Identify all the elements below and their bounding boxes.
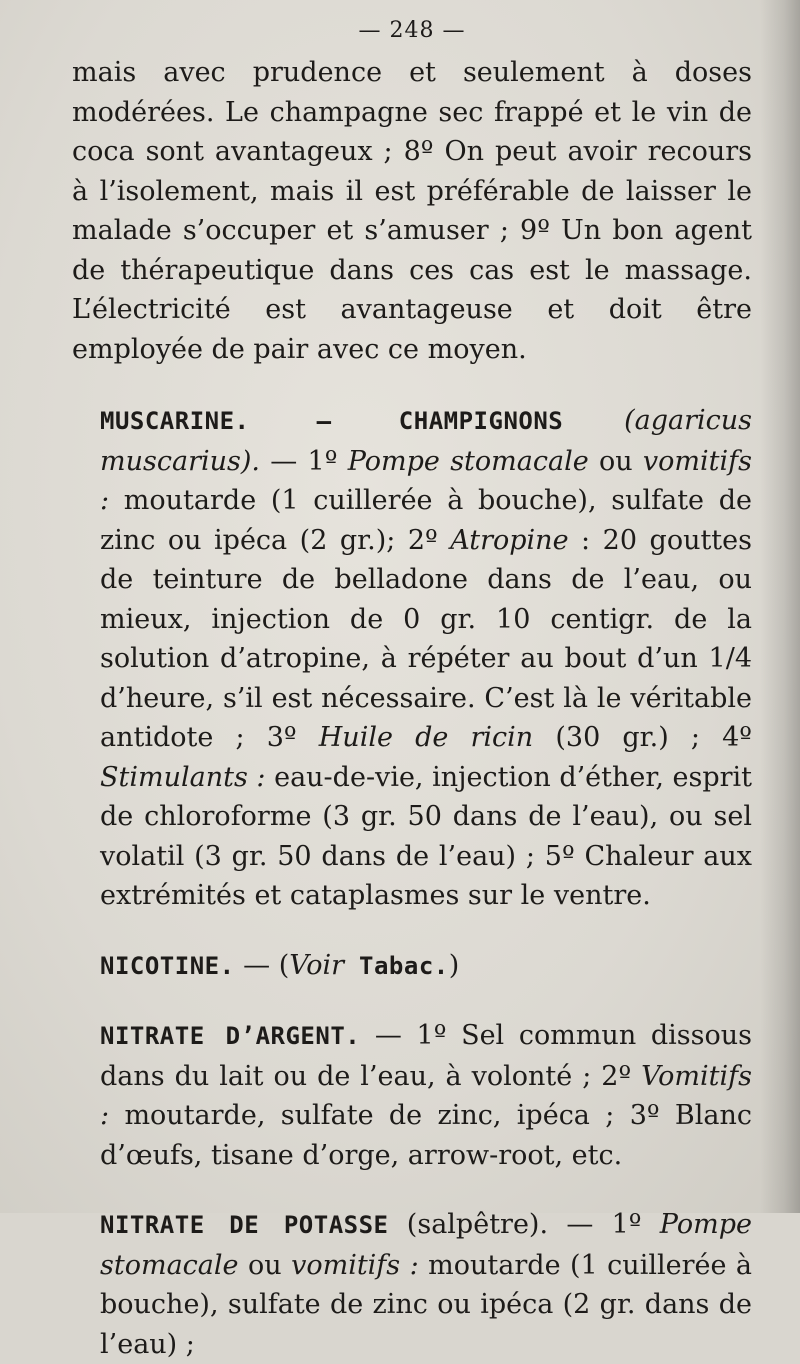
nitrate-argent-paragraph <box>72 1016 752 1175</box>
muscarine-italic: vomitifs : <box>100 445 753 516</box>
nicotine-text: ) <box>448 949 460 981</box>
muscarine-text: — 1º <box>259 445 348 477</box>
section-muscarine <box>72 401 752 916</box>
page-number: — 248 — <box>358 18 466 43</box>
muscarine-italic: Pompe stomacale <box>347 445 589 477</box>
continuation-paragraph: mais avec prudence et seulement à doses modérées. Le champagne sec frappé et le vin de coca sont avantageux ; 8º On peut avoir recours à l’isolement, mais il est préférable de laisser le malade s’occuper et s’amuser ; 9º Un bon agent de thérapeutique dans ces cas est le massage. L’électricité est avantageuse et doit être employée de pair avec ce moyen. <box>72 57 752 365</box>
nicotine-paragraph <box>72 946 752 987</box>
nitrate-potasse-text: (salpêtre). — 1º <box>388 1209 660 1240</box>
muscarine-italic: Stimulants : <box>100 761 266 793</box>
muscarine-paragraph <box>72 401 752 916</box>
nicotine-cross-reference: Tabac. <box>344 951 449 980</box>
muscarine-text: moutarde (1 cuillerée à bouche), sulfate de zinc ou ipéca (2 gr.); 2º <box>100 485 752 556</box>
nitrate-potasse-italic: Pompe stomacale <box>100 1209 752 1281</box>
nitrate-potasse-text: moutarde (1 cuillerée à bouche), sulfate de zinc ou ipéca (2 gr. dans de l’eau) ; <box>100 1249 752 1360</box>
muscarine-italic: Atropine <box>450 524 569 556</box>
section-nicotine <box>72 946 752 987</box>
section-nitrate-potasse <box>72 1205 752 1364</box>
nitrate-potasse-paragraph <box>72 1205 752 1364</box>
muscarine-text: (30 gr.) ; 4º <box>533 722 752 753</box>
muscarine-text: eau-de-vie, injection d’éther, esprit de chloroforme (3 gr. 50 dans de l’eau), ou sel volatil (3 gr. 50 dans de l’eau) ; 5º Chaleur aux extrémités et cataplasmes sur le ventre. <box>100 761 752 911</box>
section-nitrate-argent <box>72 1016 752 1175</box>
nitrate-potasse-italic: vomitifs : <box>291 1249 419 1281</box>
muscarine-latin-name: (agaricus muscarius). <box>100 405 752 477</box>
nitrate-potasse-text: ou <box>238 1249 292 1281</box>
muscarine-heading: MUSCARINE. — CHAMPIGNONS <box>100 407 564 435</box>
nitrate-argent-text: moutarde, sulfate de zinc, ipéca ; 3º Blanc d’œufs, tisane d’orge, arrow-root, etc. <box>100 1100 752 1171</box>
muscarine-text: : 20 gouttes de teinture de belladone dans de l’eau, ou mieux, injection de 0 gr. 10 centigr. de la solution d’atropine, à répéter au bout d’un 1/4 d’heure, s’il est nécessaire. C’est là le véritable antidote ; 3º <box>100 524 752 753</box>
nitrate-argent-heading: NITRATE D’ARGENT. <box>100 1022 361 1050</box>
page-edge-shadow <box>760 0 800 1213</box>
muscarine-text: ou <box>588 445 643 477</box>
muscarine-italic: Huile de ricin <box>318 722 534 753</box>
nitrate-argent-italic: Vomitifs : <box>100 1060 752 1131</box>
nitrate-argent-text: — 1º Sel commun dissous dans du lait ou de l’eau, à volonté ; 2º <box>100 1020 752 1092</box>
nitrate-potasse-heading: NITRATE DE POTASSE <box>100 1211 389 1239</box>
nicotine-text: — ( <box>234 949 290 981</box>
section-continuation <box>72 53 752 369</box>
nicotine-italic: Voir <box>289 949 345 981</box>
nicotine-heading: NICOTINE. <box>100 951 235 980</box>
